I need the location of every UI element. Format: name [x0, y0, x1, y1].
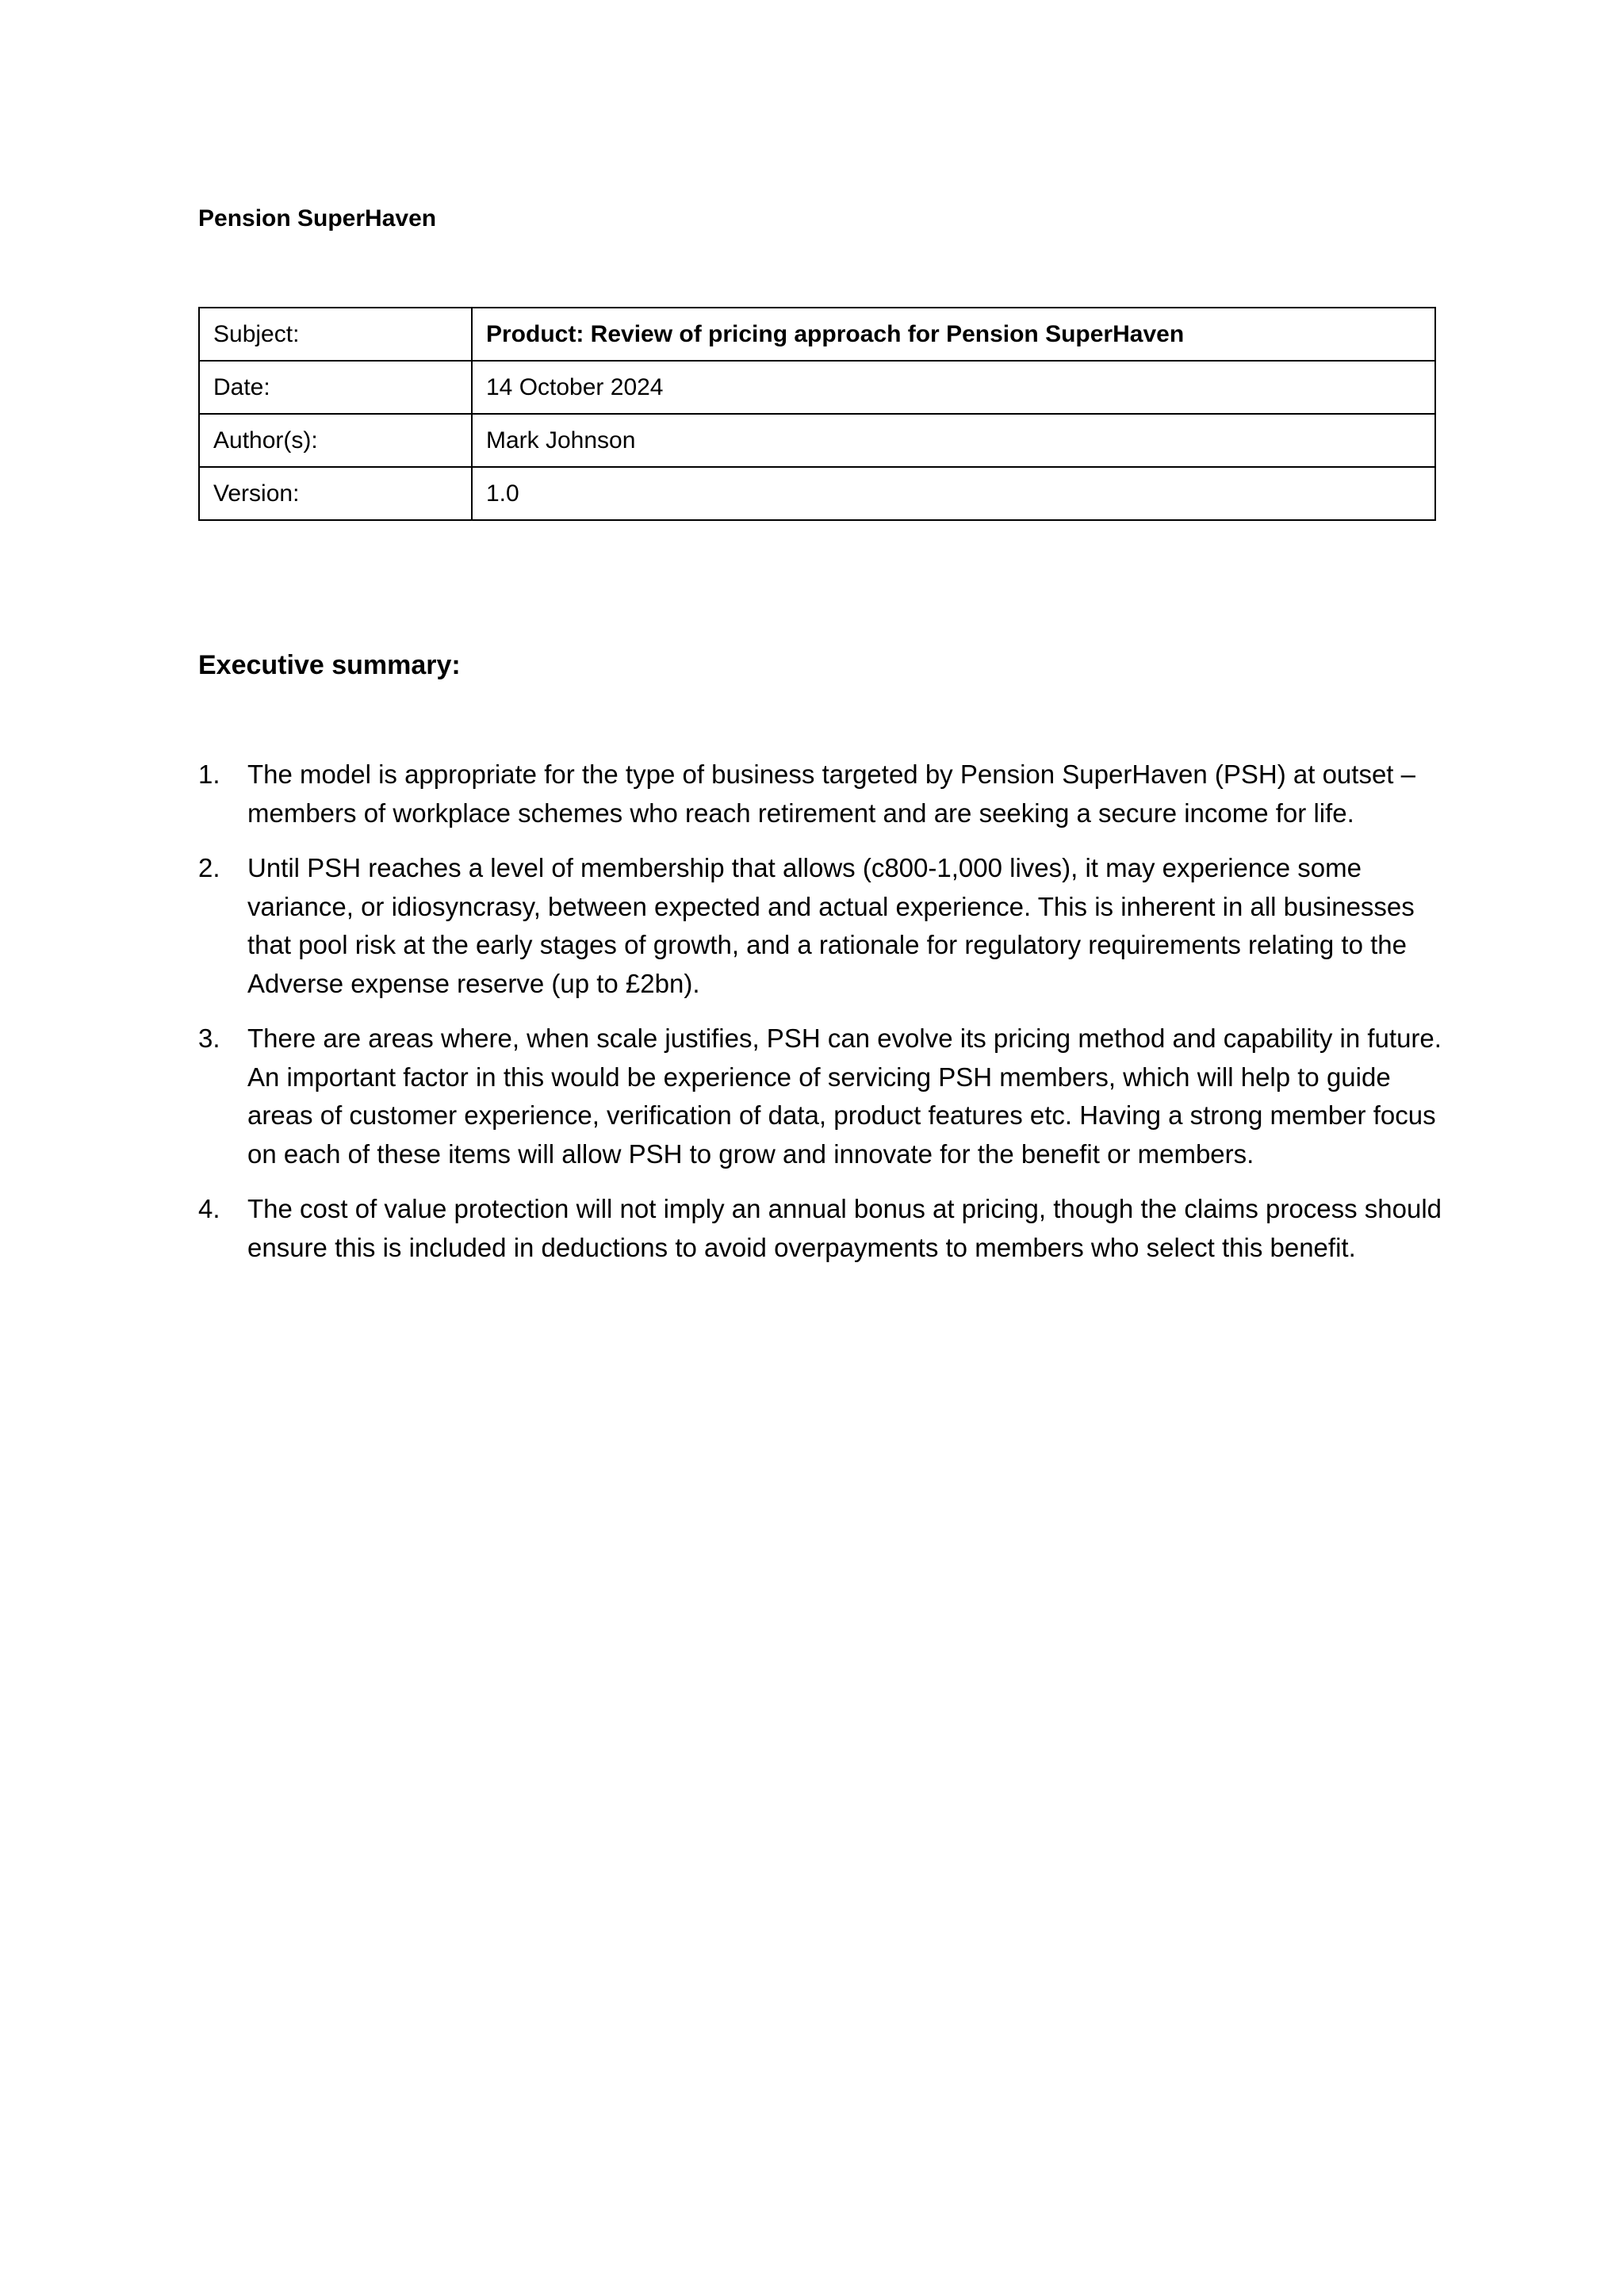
list-item-number: 2.	[198, 853, 220, 882]
organization-name: Pension SuperHaven	[198, 205, 437, 232]
list-item-number: 4.	[198, 1194, 220, 1223]
metadata-label: Date:	[199, 361, 472, 414]
metadata-row-authors	[199, 414, 1435, 467]
list-item-text: Until PSH reaches a level of membership that allows (c800-1,000 lives), it may experience some variance, or idiosyncrasy, between expected and actual experience. This is inherent in all businesses that pool risk at the early stages of growth, and a rationale for regulatory requirements relating to the Adverse expense reserve (up to £2bn).	[247, 853, 1415, 998]
list-item-text: The cost of value protection will not imply an annual bonus at pricing, though the claims process should ensure this is included in deductions to avoid overpayments to members who select this benefit.	[247, 1194, 1442, 1262]
metadata-row-version	[199, 467, 1435, 520]
list-item	[198, 849, 1445, 1003]
list-item	[198, 1020, 1445, 1173]
metadata-value-date: 14 October 2024	[472, 361, 1435, 414]
metadata-label: Version:	[199, 467, 472, 520]
list-item-text: There are areas where, when scale justifies, PSH can evolve its pricing method and capability in future. An important factor in this would be experience of servicing PSH members, which will help to guide areas of customer experience, verification of data, product features etc. Having a strong member focus on each of these items will allow PSH to grow and innovate for the benefit or members.	[247, 1024, 1442, 1169]
list-item	[198, 756, 1445, 832]
list-item-number: 3.	[198, 1024, 220, 1053]
metadata-label: Author(s):	[199, 414, 472, 467]
executive-summary-list	[198, 756, 1445, 1284]
metadata-row-date	[199, 361, 1435, 414]
section-heading: Executive summary:	[198, 650, 461, 680]
document-metadata-table	[198, 307, 1436, 521]
metadata-label: Subject:	[199, 308, 472, 361]
list-item-number: 1.	[198, 760, 220, 789]
metadata-row-subject	[199, 308, 1435, 361]
list-item-text: The model is appropriate for the type of business targeted by Pension SuperHaven (PSH) at outset – members of workplace schemes who reach retirement and are seeking a secure income for life.	[247, 760, 1415, 828]
metadata-value-authors: Mark Johnson	[472, 414, 1435, 467]
metadata-value-subject: Product: Review of pricing approach for Pension SuperHaven	[472, 308, 1435, 361]
metadata-value-version: 1.0	[472, 467, 1435, 520]
list-item	[198, 1190, 1445, 1267]
